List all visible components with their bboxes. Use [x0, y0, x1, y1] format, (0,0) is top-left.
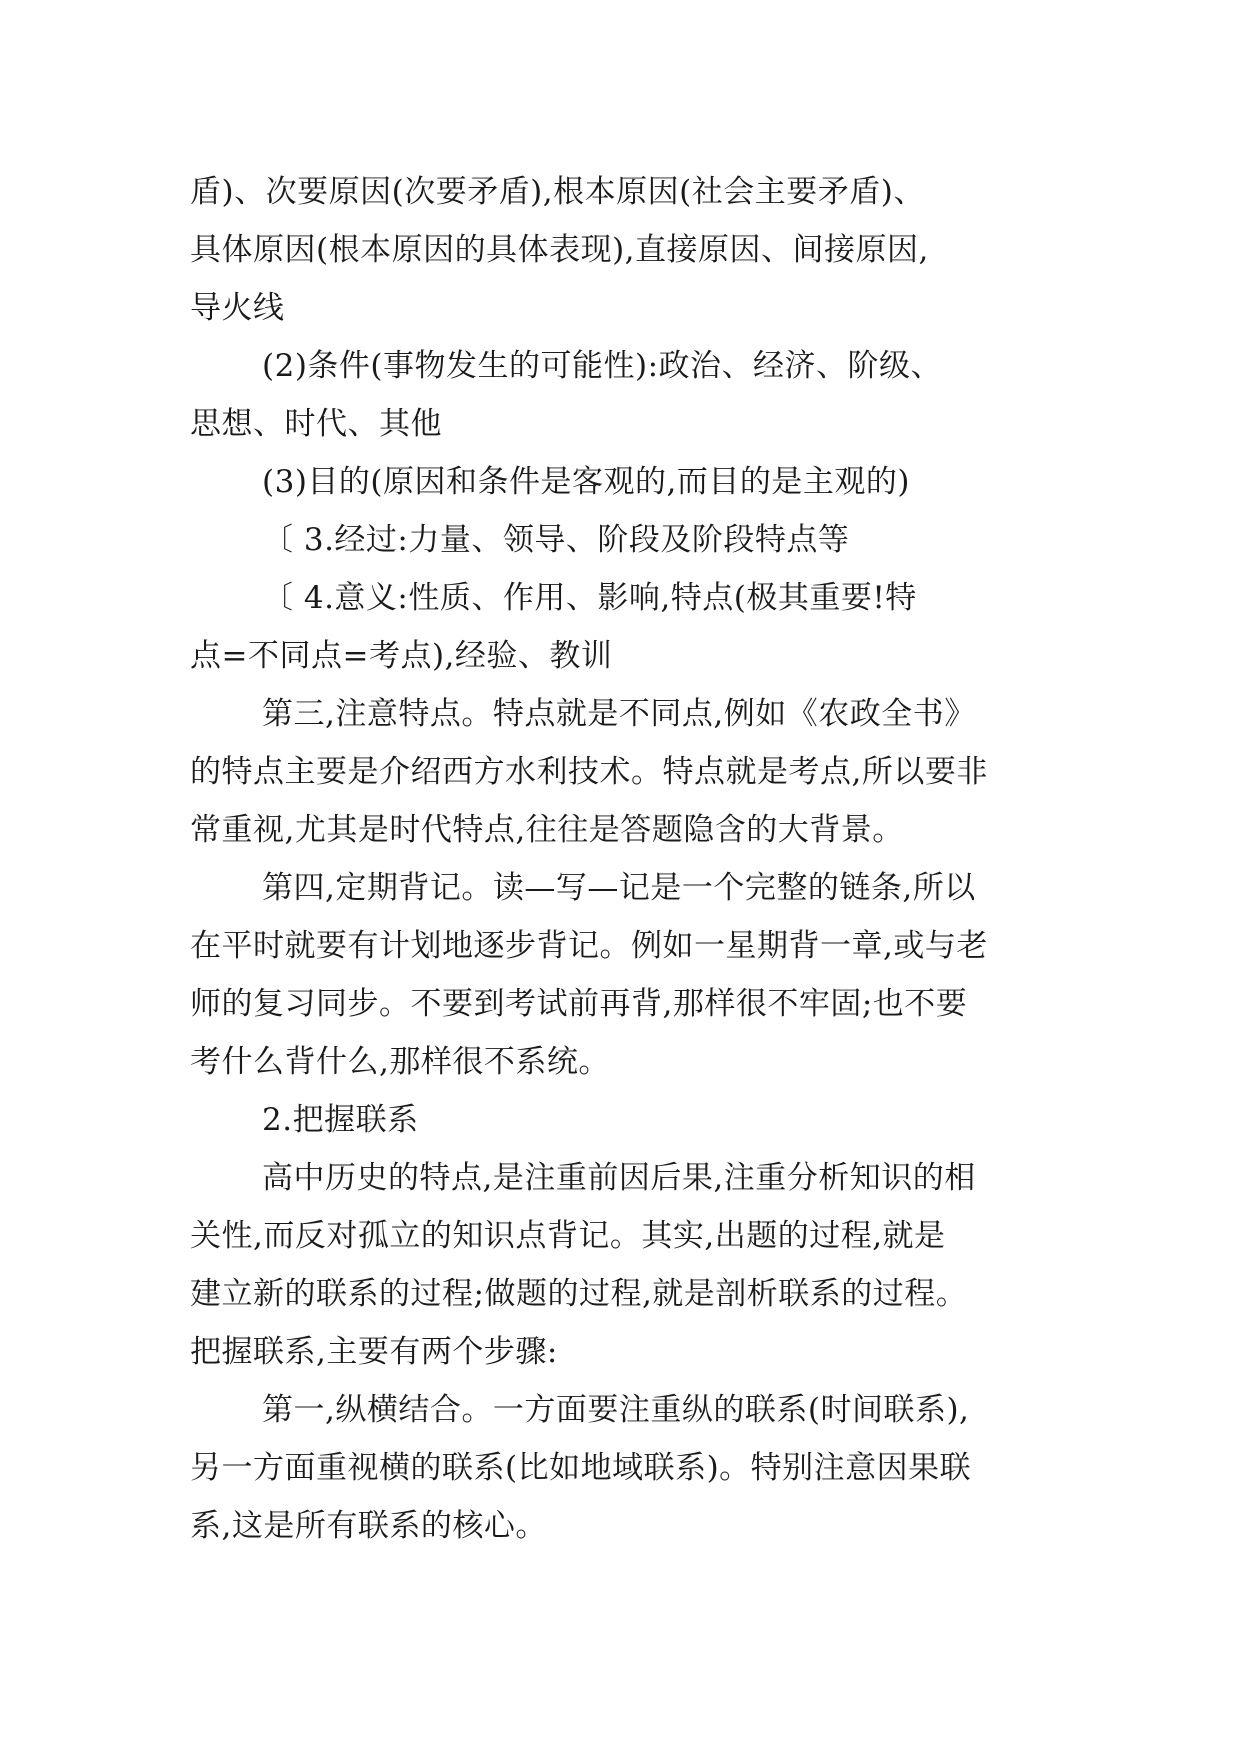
text-line: (2)条件(事物发生的可能性):政治、经济、阶级、 [262, 348, 943, 384]
document-body [190, 163, 1070, 1555]
text-line: 〔 4.意义:性质、作用、影响,特点(极其重要!特 [262, 580, 917, 616]
text-line: 第一,纵横结合。一方面要注重纵的联系(时间联系), [262, 1392, 970, 1428]
text-line: 考什么背什么,那样很不系统。 [190, 1044, 610, 1080]
text-line: 导火线 [190, 290, 285, 326]
text-line: 建立新的联系的过程;做题的过程,就是剖析联系的过程。 [190, 1276, 968, 1312]
text-line: 点=不同点=考点),经验、教训 [190, 638, 613, 674]
text-line: 思想、时代、其他 [190, 406, 442, 442]
text-line: 系,这是所有联系的核心。 [190, 1508, 547, 1544]
text-line: 第四,定期背记。读—写—记是一个完整的链条,所以 [262, 870, 976, 906]
text-line: 盾)、次要原因(次要矛盾),根本原因(社会主要矛盾)、 [190, 174, 925, 210]
text-line: 〔 3.经过:力量、领导、阶段及阶段特点等 [262, 522, 850, 558]
text-line: 关性,而反对孤立的知识点背记。其实,出题的过程,就是 [190, 1218, 946, 1254]
text-line: (3)目的(原因和条件是客观的,而目的是主观的) [262, 464, 910, 500]
text-line: 把握联系,主要有两个步骤: [190, 1334, 558, 1370]
text-line: 的特点主要是介绍西方水利技术。特点就是考点,所以要非 [190, 754, 988, 790]
text-line: 高中历史的特点,是注重前因后果,注重分析知识的相 [262, 1160, 976, 1196]
text-line: 在平时就要有计划地逐步背记。例如一星期背一章,或与老 [190, 928, 988, 964]
text-line: 另一方面重视横的联系(比如地域联系)。特别注意因果联 [190, 1450, 972, 1486]
text-line: 师的复习同步。不要到考试前再背,那样很不牢固;也不要 [190, 986, 968, 1022]
text-line: 具体原因(根本原因的具体表现),直接原因、间接原因, [190, 232, 929, 268]
text-line: 第三,注意特点。特点就是不同点,例如《农政全书》 [262, 696, 976, 732]
text-line: 常重视,尤其是时代特点,往往是答题隐含的大背景。 [190, 812, 904, 848]
section-heading: 2.把握联系 [262, 1102, 419, 1138]
